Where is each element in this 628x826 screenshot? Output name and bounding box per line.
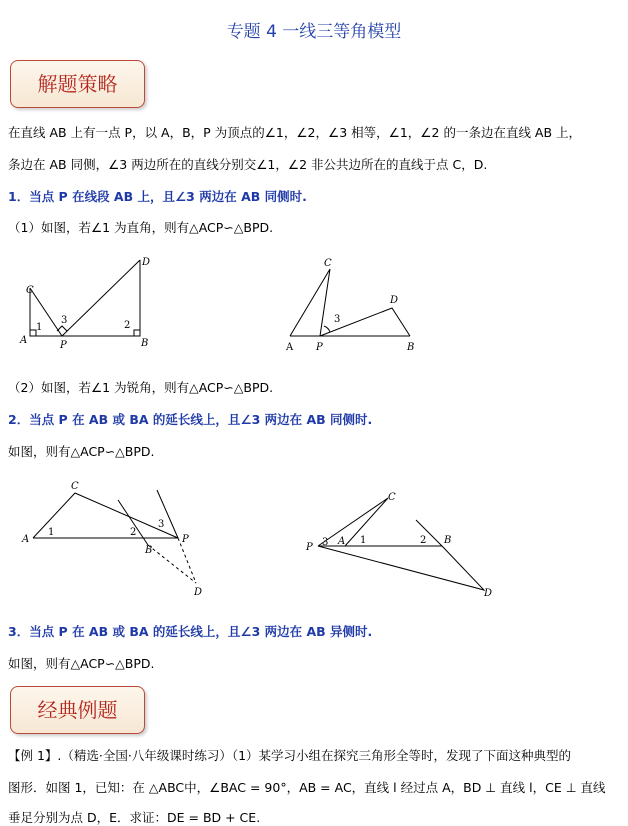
section-badge-strategy — [10, 60, 145, 108]
example-line-1: 【例 1】.（精选·全国·八年级课时练习）（1）某学习小组在探究三角形全等时，发现了下面这种典型的 — [8, 748, 572, 763]
label-C: C — [26, 285, 34, 296]
label-A: A — [338, 536, 346, 547]
label-3: 3 — [334, 314, 341, 325]
label-B: B — [444, 535, 452, 546]
section-badge-label: 解题策略 — [37, 72, 118, 96]
page-title: 专题 4 一线三等角模型 — [226, 22, 402, 42]
label-A: A — [286, 342, 294, 353]
figure-right-angle — [0, 250, 180, 360]
label-B: B — [407, 342, 415, 353]
label-P: P — [60, 340, 67, 351]
section-badge-label: 经典例题 — [37, 698, 118, 722]
label-1: 1 — [360, 535, 367, 546]
case3-heading: 3．当点 P 在 AB 或 BA 的延长线上，且∠3 两边在 AB 异侧时. — [8, 624, 373, 639]
label-P: P — [306, 542, 313, 553]
case2-text: 如图，则有△ACP∽△BPD. — [8, 444, 155, 459]
label-C: C — [324, 258, 332, 269]
label-D: D — [142, 257, 151, 268]
label-C: C — [388, 492, 396, 503]
label-3: 3 — [158, 519, 165, 530]
figure-extension-left — [0, 475, 220, 605]
label-D: D — [484, 588, 493, 599]
intro-line-2: 条边在 AB 同侧，∠3 两边所在的直线分别交∠1，∠2 非公共边所在的直线于点 C，D. — [8, 157, 488, 172]
label-B: B — [141, 338, 149, 349]
label-P: P — [316, 342, 323, 353]
label-2: 2 — [130, 527, 137, 538]
label-A: A — [20, 335, 28, 346]
example-line-3: 垂足分别为点 D，E．求证：DE = BD + CE. — [8, 810, 261, 825]
label-C: C — [71, 481, 79, 492]
case1-sub1: （1）如图，若∠1 为直角，则有△ACP∽△BPD. — [8, 220, 274, 235]
case1-sub2: （2）如图，若∠1 为锐角，则有△ACP∽△BPD. — [8, 380, 274, 395]
section-badge-examples — [10, 686, 145, 734]
case2-heading: 2．当点 P 在 AB 或 BA 的延长线上，且∠3 两边在 AB 同侧时. — [8, 412, 373, 427]
intro-line-1: 在直线 AB 上有一点 P，以 A，B，P 为顶点的∠1，∠2，∠3 相等，∠1，∠2 的一条边在直线 AB 上， — [8, 125, 582, 140]
label-B: B — [145, 545, 153, 556]
label-3: 3 — [61, 315, 68, 326]
label-1: 1 — [36, 322, 43, 333]
label-2: 2 — [124, 320, 131, 331]
figure-extension-right — [300, 490, 510, 605]
label-A: A — [22, 534, 30, 545]
label-D: D — [390, 295, 399, 306]
case1-heading: 1．当点 P 在线段 AB 上，且∠3 两边在 AB 同侧时. — [8, 189, 307, 204]
label-2: 2 — [420, 535, 427, 546]
label-P: P — [182, 534, 189, 545]
example-line-2: 图形．如图 1，已知：在 △ABC中，∠BAC = 90°，AB = AC，直线 l 经过点 A，BD ⊥ 直线 l，CE ⊥ 直线 — [8, 780, 606, 795]
label-D: D — [194, 587, 203, 598]
label-3: 3 — [322, 537, 329, 548]
label-1: 1 — [48, 527, 55, 538]
figure-acute-angle — [280, 252, 430, 357]
case3-text: 如图，则有△ACP∽△BPD. — [8, 656, 155, 671]
